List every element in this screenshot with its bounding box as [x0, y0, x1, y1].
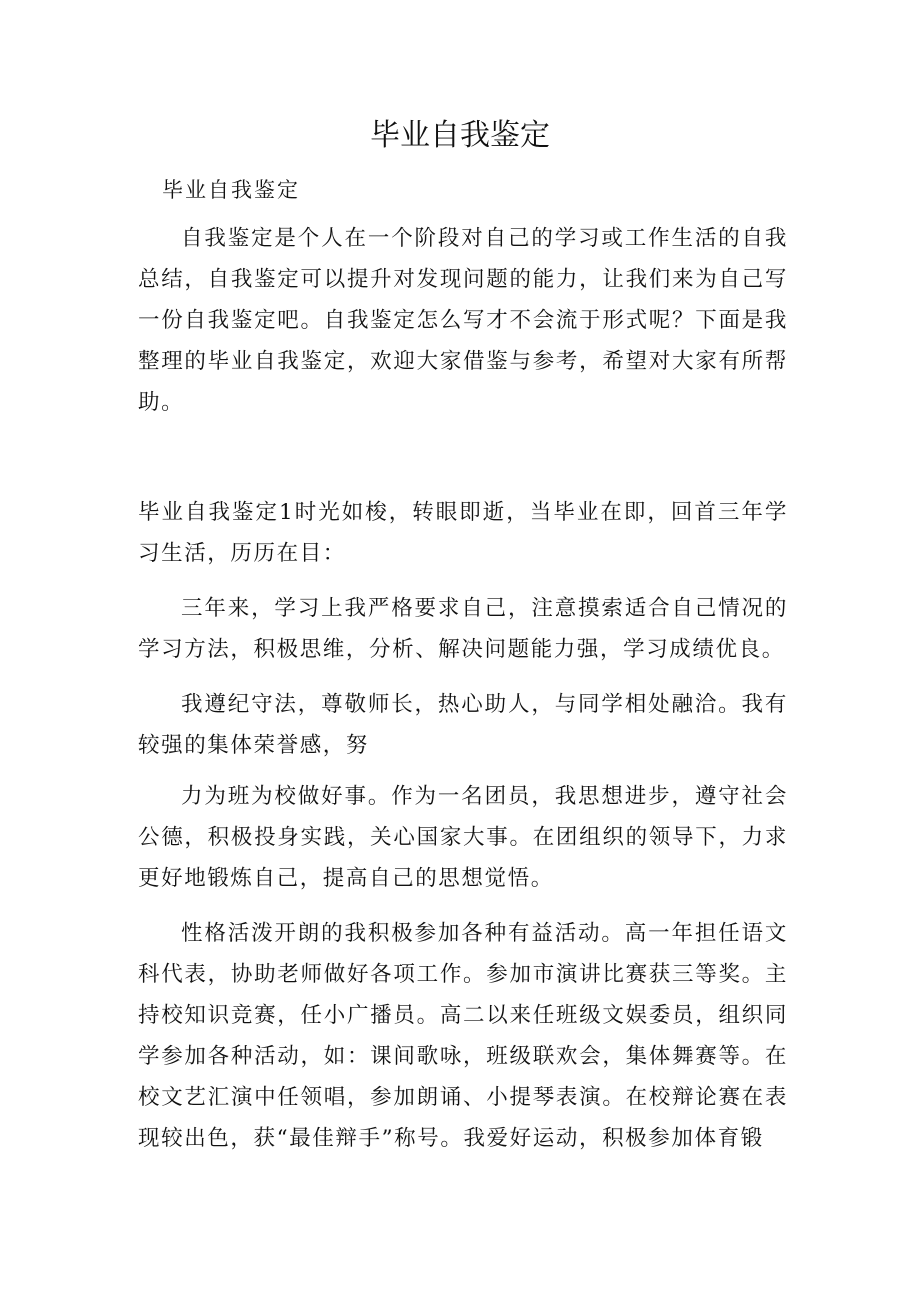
document-subtitle: 毕业自我鉴定 — [162, 178, 300, 202]
intro-paragraph: 自我鉴定是个人在一个阶段对自己的学习或工作生活的自我总结，自我鉴定可以提升对发现问题的能力，让我们来为自己写一份自我鉴定吧。自我鉴定怎么写才不会流于形式呢？下面是我整理的毕业自我鉴定，欢迎大家借鉴与参考，希望对大家有所帮助。 — [138, 226, 788, 415]
body-paragraph: 性格活泼开朗的我积极参加各种有益活动。高一年担任语文科代表，协助老师做好各项工作。参加市演讲比赛获三等奖。主持校知识竞赛，任小广播员。高二以来任班级文娱委员，组织同学参加各种活动，如：课间歌咏，班级联欢会，集体舞赛等。在校文艺汇演中任领唱，参加朗诵、小提琴表演。在校辩论赛在表现较出色，获“最佳辩手”称号。我爱好运动，积极参加体育锻 — [138, 921, 788, 1151]
body-paragraph: 三年来，学习上我严格要求自己，注意摸索适合自己情况的学习方法，积极思维，分析、解决问题能力强，学习成绩优良。 — [138, 596, 788, 662]
document-title: 毕业自我鉴定 — [370, 118, 550, 153]
body-paragraph: 毕业自我鉴定1时光如梭，转眼即逝，当毕业在即，回首三年学习生活，历历在目： — [138, 500, 788, 566]
body-paragraph: 力为班为校做好事。作为一名团员，我思想进步，遵守社会公德，积极投身实践，关心国家大事。在团组织的领导下，力求更好地锻炼自己，提高自己的思想觉悟。 — [138, 784, 788, 891]
body-paragraph: 我遵纪守法，尊敬师长，热心助人，与同学相处融洽。我有较强的集体荣誉感，努 — [138, 692, 788, 758]
